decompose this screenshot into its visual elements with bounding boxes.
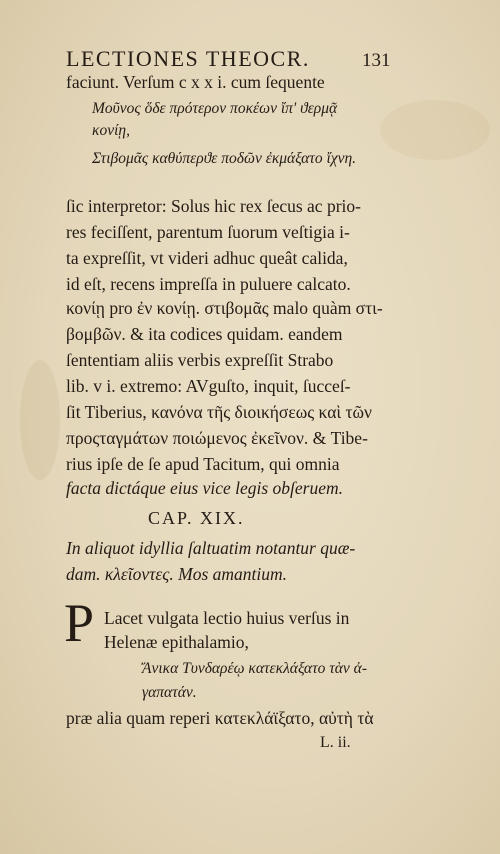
greek-verse-line: κονίῃ, <box>92 122 130 139</box>
text-line: ſit Tiberius, κανόνα τῆς διοικήσεως καὶ τῶν <box>66 402 372 422</box>
text-line: id eſt, recens impreſſa in puluere calcato. <box>66 274 351 294</box>
text-line: ta expreſſit, vt videri adhuc queât calida, <box>66 248 348 268</box>
text-line: κονίῃ pro ἐν κονίῃ. στιβομᾶς malo quàm στι- <box>66 298 383 318</box>
text-line: προςταγμάτων ποιώμενος ἐκεῖνον. & Tibe- <box>66 428 368 448</box>
drop-cap: P <box>64 593 95 653</box>
paper-stain <box>380 100 490 160</box>
signature-mark: L. ii. <box>320 734 351 751</box>
page-number: 131 <box>362 50 391 71</box>
greek-verse-line: Ἄνικα Τυνδαρέῳ κατεκλάξατο τὰν ἀ- <box>142 660 367 677</box>
chapter-summary: dam. κλεῖοντες. Mos amantium. <box>66 564 288 584</box>
text-line: faciunt. Verſum c x x i. cum ſequente <box>66 72 325 92</box>
greek-verse-line: Στιβομᾶς καθύπερϑε ποδῶν ἐκμάξατο ἴχνη. <box>92 150 357 167</box>
text-line: βομβῶν. & ita codices quidam. eandem <box>66 324 343 344</box>
text-line: Helenæ epithalamio, <box>104 632 249 652</box>
text-line: ſic interpretor: Solus hic rex ſecus ac prio- <box>66 196 361 216</box>
paper-stain <box>20 360 60 480</box>
text-line: præ alia quam reperi κατεκλάϊξατο, αὐτὴ τὰ <box>66 708 374 728</box>
greek-verse-line: γαπατάν. <box>142 684 197 701</box>
text-line: Lacet vulgata lectio huius verſus in <box>104 608 350 628</box>
text-line: rius ipſe de ſe apud Tacitum, qui omnia <box>66 454 340 474</box>
text-line: ſententiam aliis verbis expreſſit Strabo <box>66 350 334 370</box>
text-line: facta dictáque eius vice legis obſeruem. <box>66 478 344 498</box>
running-title: LECTIONES THEOCR. <box>66 46 310 71</box>
greek-verse-line: Μοῦνος ὅδε πρότερον ποκέων ἴπ' ϑερμᾷ <box>92 100 338 117</box>
text-line: res feciſſent, parentum ſuorum veſtigia i- <box>66 222 350 242</box>
chapter-heading: CAP. XIX. <box>148 508 245 528</box>
chapter-summary: In aliquot idyllia ſaltuatim notantur quæ- <box>66 538 356 558</box>
text-line: lib. v i. extremo: AVguſto, inquit, ſucceſ- <box>66 376 351 396</box>
